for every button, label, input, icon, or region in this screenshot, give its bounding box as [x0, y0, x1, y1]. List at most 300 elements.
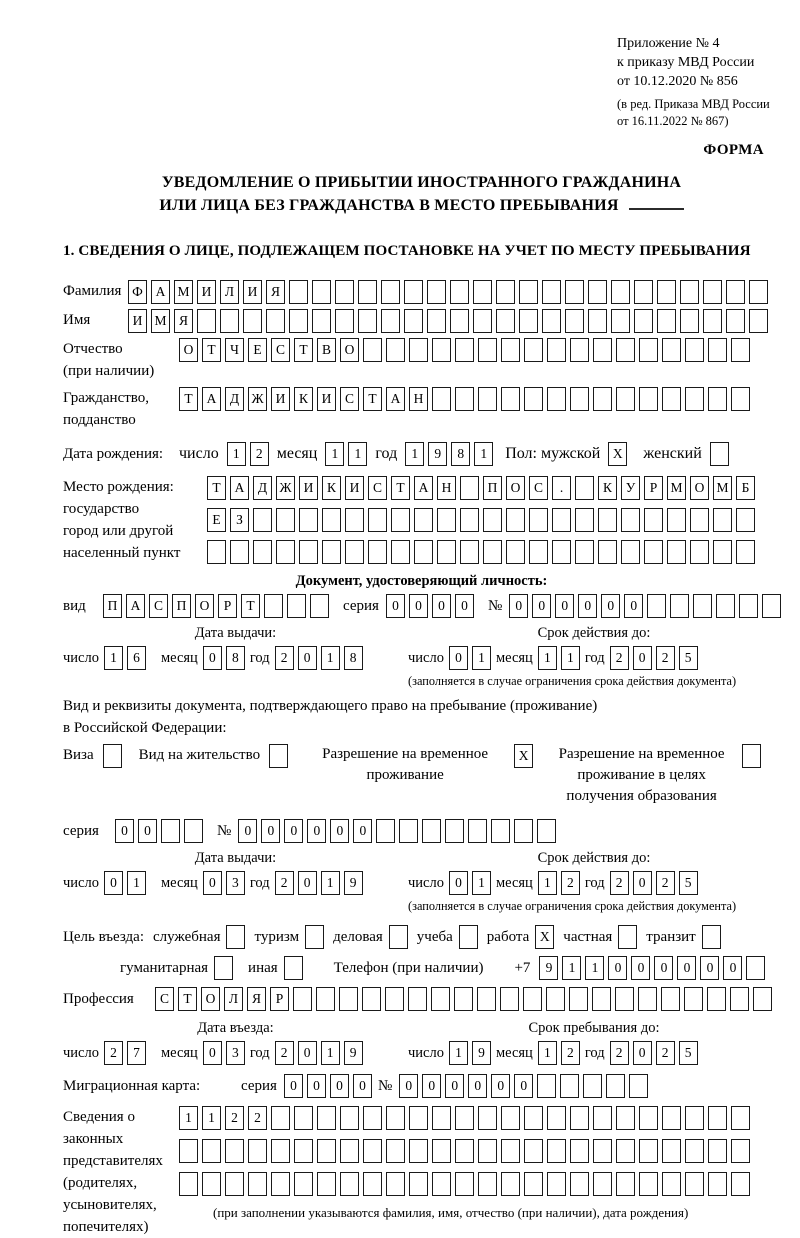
char-cell[interactable] [693, 594, 712, 618]
char-cell[interactable] [514, 819, 533, 843]
char-cell[interactable]: Т [178, 987, 197, 1011]
char-cell[interactable]: 0 [115, 819, 134, 843]
char-cell[interactable]: 1 [472, 871, 491, 895]
char-cell[interactable]: Ж [276, 476, 295, 500]
char-cell[interactable] [685, 1139, 704, 1163]
char-cell[interactable] [506, 508, 525, 532]
char-cell[interactable] [542, 309, 561, 333]
char-cell[interactable]: 1 [585, 956, 604, 980]
char-cell[interactable] [685, 1172, 704, 1196]
char-cell[interactable] [491, 819, 510, 843]
char-cell[interactable] [731, 1172, 750, 1196]
char-cell[interactable]: 0 [608, 956, 627, 980]
char-cell[interactable]: 0 [633, 646, 652, 670]
char-cell[interactable] [570, 338, 589, 362]
char-cell[interactable] [243, 309, 262, 333]
char-cell[interactable] [184, 819, 203, 843]
char-cell[interactable] [662, 387, 681, 411]
purpose-transit-checkbox[interactable] [702, 925, 721, 949]
char-cell[interactable] [376, 819, 395, 843]
char-cell[interactable]: 8 [451, 442, 470, 466]
char-cell[interactable] [409, 1106, 428, 1130]
char-cell[interactable] [749, 280, 768, 304]
char-cell[interactable] [690, 508, 709, 532]
char-cell[interactable]: 1 [227, 442, 246, 466]
visa-checkbox[interactable] [103, 744, 122, 768]
char-cell[interactable] [253, 508, 272, 532]
char-cell[interactable]: Т [179, 387, 198, 411]
char-cell[interactable]: А [151, 280, 170, 304]
char-cell[interactable]: З [230, 508, 249, 532]
char-cell[interactable] [363, 1139, 382, 1163]
char-cell[interactable]: 0 [284, 819, 303, 843]
char-cell[interactable] [322, 508, 341, 532]
char-cell[interactable] [345, 508, 364, 532]
char-cell[interactable] [708, 1172, 727, 1196]
char-cell[interactable]: 0 [353, 1074, 372, 1098]
char-cell[interactable] [523, 987, 542, 1011]
char-cell[interactable] [685, 338, 704, 362]
char-cell[interactable] [726, 280, 745, 304]
char-cell[interactable] [639, 1139, 658, 1163]
char-cell[interactable] [478, 1172, 497, 1196]
char-cell[interactable] [248, 1139, 267, 1163]
char-cell[interactable] [731, 1106, 750, 1130]
char-cell[interactable]: 2 [610, 646, 629, 670]
char-cell[interactable] [161, 819, 180, 843]
char-cell[interactable] [501, 1139, 520, 1163]
purpose-tourism-checkbox[interactable] [305, 925, 324, 949]
char-cell[interactable]: М [174, 280, 193, 304]
char-cell[interactable] [708, 387, 727, 411]
char-cell[interactable] [414, 508, 433, 532]
char-cell[interactable]: Р [270, 987, 289, 1011]
char-cell[interactable] [575, 508, 594, 532]
char-cell[interactable]: С [149, 594, 168, 618]
char-cell[interactable]: 1 [321, 1041, 340, 1065]
char-cell[interactable] [547, 1139, 566, 1163]
char-cell[interactable]: К [294, 387, 313, 411]
char-cell[interactable]: 0 [700, 956, 719, 980]
char-cell[interactable]: Т [241, 594, 260, 618]
char-cell[interactable] [207, 540, 226, 564]
char-cell[interactable]: 1 [321, 871, 340, 895]
char-cell[interactable] [552, 508, 571, 532]
char-cell[interactable] [248, 1172, 267, 1196]
char-cell[interactable]: 0 [409, 594, 428, 618]
char-cell[interactable]: 6 [127, 646, 146, 670]
char-cell[interactable]: 0 [307, 819, 326, 843]
char-cell[interactable] [368, 540, 387, 564]
char-cell[interactable]: 3 [226, 871, 245, 895]
char-cell[interactable] [736, 540, 755, 564]
char-cell[interactable] [565, 309, 584, 333]
char-cell[interactable] [409, 1139, 428, 1163]
char-cell[interactable]: Н [437, 476, 456, 500]
temp-residence-checkbox[interactable]: X [514, 744, 533, 768]
char-cell[interactable] [639, 338, 658, 362]
char-cell[interactable] [537, 819, 556, 843]
char-cell[interactable] [501, 387, 520, 411]
char-cell[interactable]: Ф [128, 280, 147, 304]
char-cell[interactable] [363, 1172, 382, 1196]
char-cell[interactable] [501, 1172, 520, 1196]
char-cell[interactable] [386, 338, 405, 362]
char-cell[interactable]: С [529, 476, 548, 500]
char-cell[interactable] [611, 309, 630, 333]
char-cell[interactable] [537, 1074, 556, 1098]
char-cell[interactable] [575, 476, 594, 500]
char-cell[interactable] [455, 387, 474, 411]
char-cell[interactable] [667, 508, 686, 532]
char-cell[interactable]: 0 [298, 871, 317, 895]
char-cell[interactable]: В [317, 338, 336, 362]
char-cell[interactable]: 2 [225, 1106, 244, 1130]
char-cell[interactable] [225, 1172, 244, 1196]
char-cell[interactable] [460, 476, 479, 500]
char-cell[interactable] [399, 819, 418, 843]
char-cell[interactable] [662, 1172, 681, 1196]
char-cell[interactable] [731, 387, 750, 411]
char-cell[interactable] [483, 540, 502, 564]
char-cell[interactable] [616, 1106, 635, 1130]
char-cell[interactable]: И [345, 476, 364, 500]
char-cell[interactable] [294, 1106, 313, 1130]
char-cell[interactable] [391, 508, 410, 532]
char-cell[interactable] [358, 280, 377, 304]
char-cell[interactable] [409, 338, 428, 362]
char-cell[interactable] [386, 1172, 405, 1196]
char-cell[interactable]: А [126, 594, 145, 618]
char-cell[interactable] [299, 508, 318, 532]
female-checkbox[interactable] [710, 442, 729, 466]
char-cell[interactable] [473, 280, 492, 304]
char-cell[interactable]: 0 [138, 819, 157, 843]
char-cell[interactable] [381, 280, 400, 304]
char-cell[interactable] [690, 540, 709, 564]
char-cell[interactable]: 5 [679, 646, 698, 670]
char-cell[interactable] [322, 540, 341, 564]
char-cell[interactable]: 0 [298, 1041, 317, 1065]
char-cell[interactable]: О [179, 338, 198, 362]
char-cell[interactable]: 5 [679, 1041, 698, 1065]
char-cell[interactable]: 1 [348, 442, 367, 466]
char-cell[interactable]: 2 [275, 646, 294, 670]
char-cell[interactable] [202, 1139, 221, 1163]
char-cell[interactable] [593, 1172, 612, 1196]
char-cell[interactable]: М [151, 309, 170, 333]
char-cell[interactable]: Н [409, 387, 428, 411]
char-cell[interactable]: 0 [422, 1074, 441, 1098]
char-cell[interactable] [753, 987, 772, 1011]
char-cell[interactable] [731, 338, 750, 362]
char-cell[interactable] [639, 1106, 658, 1130]
char-cell[interactable]: 2 [561, 1041, 580, 1065]
char-cell[interactable] [363, 1106, 382, 1130]
char-cell[interactable] [220, 309, 239, 333]
purpose-study-checkbox[interactable] [459, 925, 478, 949]
char-cell[interactable]: 0 [238, 819, 257, 843]
char-cell[interactable] [598, 508, 617, 532]
char-cell[interactable] [386, 1139, 405, 1163]
char-cell[interactable] [662, 338, 681, 362]
char-cell[interactable] [524, 1139, 543, 1163]
char-cell[interactable] [289, 309, 308, 333]
char-cell[interactable]: 1 [474, 442, 493, 466]
char-cell[interactable] [524, 1172, 543, 1196]
char-cell[interactable]: К [322, 476, 341, 500]
char-cell[interactable] [496, 280, 515, 304]
char-cell[interactable]: Ж [248, 387, 267, 411]
char-cell[interactable]: 0 [261, 819, 280, 843]
char-cell[interactable]: У [621, 476, 640, 500]
char-cell[interactable]: Е [207, 508, 226, 532]
char-cell[interactable]: 1 [179, 1106, 198, 1130]
char-cell[interactable] [478, 1139, 497, 1163]
char-cell[interactable]: 0 [601, 594, 620, 618]
char-cell[interactable] [179, 1139, 198, 1163]
char-cell[interactable]: О [340, 338, 359, 362]
char-cell[interactable] [575, 540, 594, 564]
char-cell[interactable] [570, 1106, 589, 1130]
char-cell[interactable] [271, 1172, 290, 1196]
char-cell[interactable]: Я [266, 280, 285, 304]
char-cell[interactable] [667, 540, 686, 564]
char-cell[interactable] [684, 987, 703, 1011]
char-cell[interactable]: М [667, 476, 686, 500]
char-cell[interactable]: А [230, 476, 249, 500]
char-cell[interactable] [478, 338, 497, 362]
char-cell[interactable] [547, 338, 566, 362]
char-cell[interactable] [565, 280, 584, 304]
char-cell[interactable] [335, 309, 354, 333]
char-cell[interactable] [386, 1106, 405, 1130]
char-cell[interactable] [445, 819, 464, 843]
char-cell[interactable] [529, 540, 548, 564]
char-cell[interactable]: 1 [472, 646, 491, 670]
char-cell[interactable] [363, 338, 382, 362]
char-cell[interactable] [432, 1139, 451, 1163]
char-cell[interactable] [621, 508, 640, 532]
char-cell[interactable]: Д [253, 476, 272, 500]
char-cell[interactable]: 0 [509, 594, 528, 618]
char-cell[interactable] [409, 1172, 428, 1196]
char-cell[interactable] [276, 540, 295, 564]
temp-residence-edu-checkbox[interactable] [742, 744, 761, 768]
char-cell[interactable] [524, 338, 543, 362]
char-cell[interactable] [294, 1172, 313, 1196]
char-cell[interactable] [460, 540, 479, 564]
char-cell[interactable]: 0 [532, 594, 551, 618]
char-cell[interactable] [616, 1139, 635, 1163]
char-cell[interactable] [629, 1074, 648, 1098]
char-cell[interactable] [253, 540, 272, 564]
char-cell[interactable] [524, 387, 543, 411]
char-cell[interactable] [358, 309, 377, 333]
char-cell[interactable]: 9 [344, 1041, 363, 1065]
char-cell[interactable] [644, 508, 663, 532]
char-cell[interactable] [736, 508, 755, 532]
purpose-business-checkbox[interactable] [389, 925, 408, 949]
char-cell[interactable]: 0 [203, 646, 222, 670]
char-cell[interactable] [616, 1172, 635, 1196]
char-cell[interactable] [455, 1172, 474, 1196]
char-cell[interactable] [570, 387, 589, 411]
char-cell[interactable] [547, 1106, 566, 1130]
char-cell[interactable]: 0 [677, 956, 696, 980]
char-cell[interactable]: 8 [344, 646, 363, 670]
char-cell[interactable] [519, 280, 538, 304]
char-cell[interactable] [593, 387, 612, 411]
char-cell[interactable] [271, 1106, 290, 1130]
purpose-other-checkbox[interactable] [284, 956, 303, 980]
char-cell[interactable] [391, 540, 410, 564]
char-cell[interactable]: 8 [226, 646, 245, 670]
char-cell[interactable]: Б [736, 476, 755, 500]
char-cell[interactable] [657, 280, 676, 304]
char-cell[interactable]: 0 [445, 1074, 464, 1098]
char-cell[interactable]: 2 [656, 871, 675, 895]
char-cell[interactable] [437, 508, 456, 532]
char-cell[interactable]: И [271, 387, 290, 411]
char-cell[interactable]: 0 [514, 1074, 533, 1098]
char-cell[interactable] [455, 338, 474, 362]
char-cell[interactable] [496, 309, 515, 333]
char-cell[interactable]: Т [207, 476, 226, 500]
char-cell[interactable]: 0 [203, 1041, 222, 1065]
char-cell[interactable]: И [128, 309, 147, 333]
char-cell[interactable]: 1 [202, 1106, 221, 1130]
purpose-humanitarian-checkbox[interactable] [214, 956, 233, 980]
char-cell[interactable]: О [195, 594, 214, 618]
char-cell[interactable]: А [414, 476, 433, 500]
char-cell[interactable] [634, 280, 653, 304]
char-cell[interactable]: 0 [432, 594, 451, 618]
char-cell[interactable]: 2 [656, 646, 675, 670]
char-cell[interactable] [657, 309, 676, 333]
char-cell[interactable]: 0 [449, 871, 468, 895]
char-cell[interactable] [317, 1139, 336, 1163]
char-cell[interactable]: О [201, 987, 220, 1011]
char-cell[interactable]: 1 [538, 1041, 557, 1065]
char-cell[interactable]: П [103, 594, 122, 618]
char-cell[interactable] [422, 819, 441, 843]
char-cell[interactable] [468, 819, 487, 843]
char-cell[interactable]: 1 [325, 442, 344, 466]
char-cell[interactable] [478, 387, 497, 411]
char-cell[interactable] [179, 1172, 198, 1196]
purpose-work-checkbox[interactable]: X [535, 925, 554, 949]
char-cell[interactable]: С [368, 476, 387, 500]
char-cell[interactable] [500, 987, 519, 1011]
char-cell[interactable] [345, 540, 364, 564]
char-cell[interactable] [552, 540, 571, 564]
char-cell[interactable] [431, 987, 450, 1011]
char-cell[interactable] [547, 1172, 566, 1196]
char-cell[interactable] [730, 987, 749, 1011]
char-cell[interactable] [639, 1172, 658, 1196]
char-cell[interactable] [316, 987, 335, 1011]
char-cell[interactable]: Я [174, 309, 193, 333]
char-cell[interactable]: С [155, 987, 174, 1011]
char-cell[interactable]: 0 [624, 594, 643, 618]
char-cell[interactable] [501, 338, 520, 362]
char-cell[interactable]: 1 [104, 646, 123, 670]
char-cell[interactable]: М [713, 476, 732, 500]
char-cell[interactable]: 0 [330, 1074, 349, 1098]
char-cell[interactable]: 0 [633, 1041, 652, 1065]
char-cell[interactable]: 1 [561, 646, 580, 670]
char-cell[interactable] [432, 1106, 451, 1130]
char-cell[interactable] [454, 987, 473, 1011]
char-cell[interactable]: 0 [399, 1074, 418, 1098]
char-cell[interactable] [264, 594, 283, 618]
char-cell[interactable]: 2 [275, 871, 294, 895]
char-cell[interactable]: И [299, 476, 318, 500]
char-cell[interactable] [662, 1106, 681, 1130]
char-cell[interactable] [202, 1172, 221, 1196]
char-cell[interactable]: 0 [491, 1074, 510, 1098]
char-cell[interactable]: 7 [127, 1041, 146, 1065]
char-cell[interactable] [647, 594, 666, 618]
purpose-private-checkbox[interactable] [618, 925, 637, 949]
char-cell[interactable]: 0 [449, 646, 468, 670]
purpose-official-checkbox[interactable] [226, 925, 245, 949]
char-cell[interactable] [368, 508, 387, 532]
char-cell[interactable] [644, 540, 663, 564]
char-cell[interactable] [293, 987, 312, 1011]
char-cell[interactable] [547, 387, 566, 411]
char-cell[interactable] [197, 309, 216, 333]
char-cell[interactable] [271, 1139, 290, 1163]
char-cell[interactable] [404, 280, 423, 304]
char-cell[interactable] [506, 540, 525, 564]
char-cell[interactable] [588, 280, 607, 304]
char-cell[interactable]: 2 [248, 1106, 267, 1130]
char-cell[interactable] [404, 309, 423, 333]
char-cell[interactable] [569, 987, 588, 1011]
char-cell[interactable]: К [598, 476, 617, 500]
char-cell[interactable]: 3 [226, 1041, 245, 1065]
char-cell[interactable] [362, 987, 381, 1011]
char-cell[interactable] [225, 1139, 244, 1163]
char-cell[interactable] [478, 1106, 497, 1130]
char-cell[interactable] [708, 1106, 727, 1130]
char-cell[interactable]: И [243, 280, 262, 304]
char-cell[interactable]: 2 [250, 442, 269, 466]
char-cell[interactable]: Т [391, 476, 410, 500]
char-cell[interactable] [312, 280, 331, 304]
char-cell[interactable] [381, 309, 400, 333]
char-cell[interactable] [529, 508, 548, 532]
char-cell[interactable] [707, 987, 726, 1011]
char-cell[interactable] [455, 1139, 474, 1163]
char-cell[interactable] [317, 1106, 336, 1130]
char-cell[interactable]: Р [644, 476, 663, 500]
char-cell[interactable]: 0 [455, 594, 474, 618]
char-cell[interactable] [680, 280, 699, 304]
char-cell[interactable] [340, 1172, 359, 1196]
char-cell[interactable]: 0 [468, 1074, 487, 1098]
char-cell[interactable] [230, 540, 249, 564]
char-cell[interactable] [427, 309, 446, 333]
char-cell[interactable] [266, 309, 285, 333]
char-cell[interactable] [339, 987, 358, 1011]
char-cell[interactable] [716, 594, 735, 618]
char-cell[interactable] [450, 309, 469, 333]
char-cell[interactable] [731, 1139, 750, 1163]
char-cell[interactable] [670, 594, 689, 618]
